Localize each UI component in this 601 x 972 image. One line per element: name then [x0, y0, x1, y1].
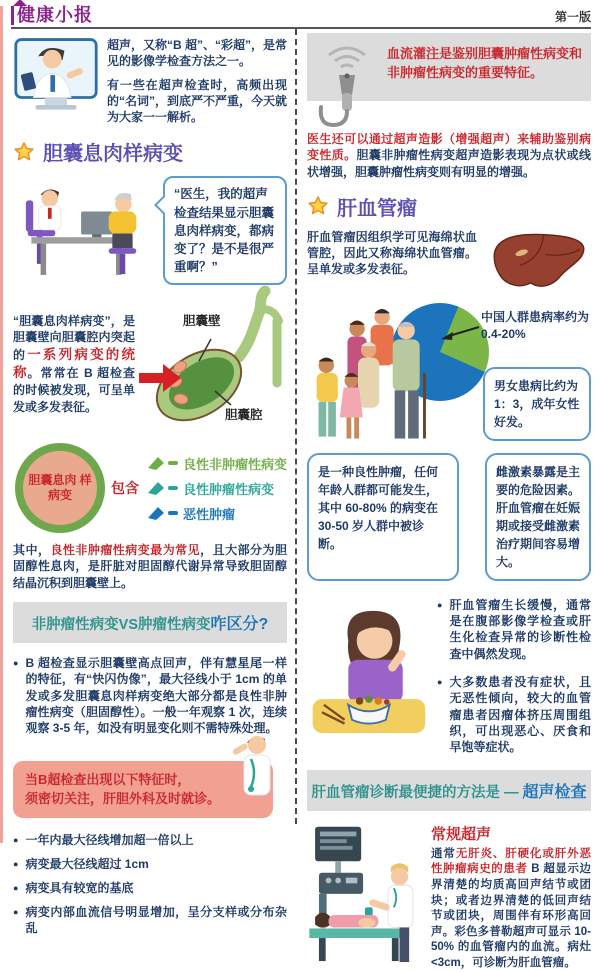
section-heading-gallbladder — [13, 137, 287, 166]
contrast-highlight: 医生还可以通过超声造影（增强超声）来辅助鉴别病变性质。 — [307, 131, 591, 163]
arrow-icon — [145, 480, 179, 496]
intro-paragraph-1: 超声，又称“B 超”、“彩超”，是常见的影像学检查方法之一。 — [107, 37, 288, 69]
hemangioma-intro-text: 肝血管瘤因组织学可见海绵状血管腔，因此又称海绵状血管瘤。呈单发或多发表征。 — [307, 229, 477, 277]
warning-bullet: ● 病变内部血流信号明显增加，呈分支样或分布杂乱 — [13, 904, 287, 937]
ultrasound-exam-illustration — [307, 821, 423, 963]
definition-highlight: 一系列病变的统称 — [13, 346, 135, 381]
right-column — [295, 29, 601, 970]
arrow-icon — [145, 505, 179, 521]
intro-block — [13, 37, 287, 126]
flow-perfusion-box — [307, 33, 591, 101]
category-malignant: 恶性肿瘤 — [145, 504, 287, 523]
arrow-icon — [145, 455, 179, 471]
callout-arrow-icon — [439, 323, 479, 341]
star-icon — [307, 195, 329, 217]
gallbladder-illustration — [139, 287, 291, 435]
section-title: 肝血管瘤 — [337, 197, 417, 220]
pointing-doctor-illustration — [231, 731, 279, 803]
commonest-paragraph: 其中，良性非肿瘤性病变最为常见，且大部分为胆固醇性息肉，是肝脏对胆固醇代谢异常导致胆固醇结晶沉积到胆囊壁上。 — [13, 543, 287, 590]
definition-pre: “胆囊息肉样病变”，是胆囊壁向胆囊腔内突起的 — [13, 314, 135, 362]
category-benign-neoplastic: 良性肿瘤性病变 — [145, 479, 287, 498]
page-header — [11, 6, 591, 29]
regular-ultrasound-heading: 常规超声 — [431, 825, 492, 843]
regular-ultrasound-paragraph: 通常无肝炎、肝硬化或肝外恶性肿瘤病史的患者 B 超显示边界清楚的均质高回声结节或团块；或者边界清楚的低回声结节或团块，周围伴有环形高回声。彩色多普勒超声可显示 10-50% 的血管瘤内的血流。病灶 <3cm，可诊断为肝血管瘤。 — [431, 847, 592, 970]
section-heading-hemangioma — [307, 192, 591, 221]
patient-question-bubble — [163, 176, 287, 285]
symptom-bullet: ● 肝血管瘤生长缓慢，通常是在腹部影像学检查或肝生化检查异常的诊断性检查中偶然发现。 — [437, 597, 591, 662]
intro-paragraph-2: 有一些在超声检查时，高频出现的“名词”，到底严不严重，今天就为大家一一解析。 — [107, 77, 288, 125]
definition-post: 。常常在 B 超检查的时候被发现，可呈单发或多发表征。 — [13, 366, 136, 414]
ultrasound-probe-icon — [315, 39, 377, 135]
gallbladder-anatomy-icon — [139, 287, 291, 435]
crowd-illustration — [307, 303, 437, 445]
demographics-block — [307, 297, 591, 445]
prevalence-text: 中国人群患病率约为 0.4-20% — [481, 309, 590, 341]
ultrasound-highlight: 无肝炎、肝硬化或肝外恶性肿瘤病史的患者 — [431, 847, 591, 876]
woman-eating-illustration — [307, 597, 429, 745]
estrogen-risk-box: 雌激素暴露是主要的危险因素。肝血管瘤在妊娠期或接受雌激素治疗期间容易增大。 — [485, 453, 591, 581]
prevalence-callout — [481, 309, 591, 343]
contrast-paragraph: 医生还可以通过超声造影（增强超声）来辅助鉴别病变性质。胆囊非肿瘤性病变超声造影表现为点状或线状增强，胆囊肿瘤性病变则有明显的增强。 — [307, 131, 591, 179]
criteria-note: ● B 超检查显示胆囊壁高点回声，伴有慧星尾一样的特征，有“快闪伪像”，最大径线小于 1cm 的单发或多发胆囊息肉样病变绝大部分都是良性非肿瘤性病变（胆固醇性）。一般一年观察 1 次，连续观察 3-5 年，如没有明显变化则不需特殊处理。 — [13, 655, 287, 737]
warning-line-1: 当B超检查出现以下特征时， — [25, 771, 191, 787]
patient-question-text: “医生，我的超声检查结果显示胆囊息肉样病变，都病变了？是不是很严重啊？” — [174, 187, 275, 274]
left-column — [3, 29, 295, 936]
flow-perfusion-text: 血流灌注是鉴别胆囊肿瘤性病变和非肿瘤性病变的重要特征。 — [387, 45, 583, 80]
warning-bullet: ● 病变最大径线超过 1cm — [13, 856, 287, 873]
symptoms-block — [307, 597, 591, 756]
warning-bullet: ● 病变具有较宽的基底 — [13, 880, 287, 897]
warning-bullet: ● 一年内最大径线增加超一倍以上 — [13, 832, 287, 849]
commonest-highlight: 良性非肿瘤性病变最为常见 — [50, 543, 201, 558]
diagnosis-banner: 肝血管瘤诊断最便捷的方法是 — 超声检查 — [307, 770, 591, 811]
gender-ratio-box: 男女患病比约为 1：3，成年女性好发。 — [483, 367, 591, 441]
warning-bullets — [13, 832, 287, 937]
section-title: 胆囊息肉样病变 — [43, 143, 183, 166]
health-newsletter-page — [0, 5, 601, 970]
benign-tumor-box: 是一种良性肿瘤，任何年龄人群都可能发生，其中 60-80% 的病变在 30-50 岁人群中被诊断。 — [307, 453, 459, 581]
hemangioma-intro-block — [307, 229, 591, 293]
consultation-block — [13, 176, 287, 285]
definition-paragraph — [13, 313, 135, 435]
symptom-bullet: ● 大多数患者没有症状，且无恶性倾向，较大的血管瘤患者因瘤体挤压周围组织，可出现恶心、厌食和早饱等症状。 — [437, 674, 591, 756]
symptom-bullets — [437, 597, 591, 756]
star-icon — [13, 141, 35, 163]
gallbladder-definition-block — [13, 287, 287, 435]
doctor-on-screen-illustration — [13, 37, 99, 115]
diagram-subject-circle: 胆囊息肉 样病变 — [15, 443, 105, 533]
regular-ultrasound-block — [307, 821, 591, 972]
classification-diagram — [15, 443, 287, 533]
newsletter-logo: 健康小报 — [11, 6, 93, 25]
diagram-contains-label: 包含 — [111, 480, 139, 497]
doctor-patient-consult-illustration — [13, 176, 151, 280]
edition-label: 第一版 — [554, 9, 591, 24]
label-gallbladder-wall: 胆囊壁 — [183, 314, 221, 329]
liver-icon — [487, 229, 591, 293]
fact-boxes — [307, 453, 591, 581]
warning-line-2: 须密切关注，肝胆外科及时就诊。 — [25, 791, 221, 807]
label-gallbladder-cavity: 胆囊腔 — [225, 408, 263, 423]
distinguish-banner: 非肿瘤性病变VS肿瘤性病变咋区分? — [13, 602, 287, 643]
category-benign-non-neoplastic: 良性非肿瘤性病变 — [145, 454, 287, 473]
warning-box — [13, 761, 273, 818]
